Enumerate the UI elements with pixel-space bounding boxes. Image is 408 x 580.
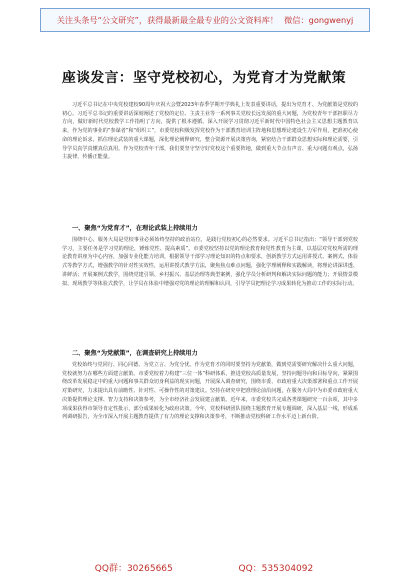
document-title: 座谈发言：坚守党校初心，为党育才为党献策 xyxy=(62,70,346,86)
qq-number: QQ：535304092 xyxy=(238,564,314,574)
paragraph-section-1: 围绕中心、服务大局是党校事业必须始终坚持的政治站位，是践行党校初心的必然要求。习近平总书记指出：“领导干部到党校学习，主要任务是学习党的理论，锤炼党性、提高素质”。市委党校坚持以党的理论教育和党性教育为主课，以基层对党校所需的理论教育讲座为中心内容，加强专业化能力培训，根据领导干部学习理论知识的特点和要求，创新教学方式运用讲授式、案例式、体验式等教学方式，增强教学的针对性实效性，运用讲授式教学方法，聚焦焦点难点问题，强化学理阐释和实践解读，将理论讲深讲透、讲鲜活；开展案例式教学，围绕党建引领、乡村振兴、基层治理等典型案例，强化学员分析研判和解决实际问题的能力；开展情景模拟、现场教学等体验式教学，让学员在体验中增强对党的理论的理解和认同，引导学员把理论学习成果转化为推动工作的实际行动。 xyxy=(62,237,358,287)
promo-banner xyxy=(40,8,370,32)
contact-footer xyxy=(0,561,408,574)
qq-group: QQ群：30265665 xyxy=(94,564,173,574)
section-heading-1: 一、聚焦“为党育才”，在理论武装上持续用力 xyxy=(72,225,198,232)
banner-text: 关注头条号“公文研究”，获得最新最全最专业的公文资料库！ xyxy=(56,14,279,25)
paragraph-intro: 习近平总书记在中央党校建校90周年庆祝大会暨2023年春季学期开学典礼上发表重要讲话，提出为党育才、为党献策是党校的初心。习近平总书记的重要讲话深刻阐述了党校的定位、主责主业等一系列事关党校长远发展的重大问题，为党校青年干部担职尽力方向，做好新时代党校教学工作指明了方向，提供了根本遵循。深入开展学习贯彻习近平新时代中国特色社会主义思想主题教育以来，作为党的事业的“参谋者”和“组织工”，市委党校积极发挥党校作为干部教育培训主阵地和思想理论建设生力军作用，把准初心使命的理论诉求，抓住理论武装的重大课题，深化理论阐释研究，整合资源开展决策咨询，紧密结合干部群众思想实际和理论需要，引导学员真学真懂真信真用。作为党校青年干部，我们要坚守坚守好党校这个重要阵地，做到重大节点有声音、重大问题有观点，弘扬主旋律，传播正能量。 xyxy=(62,102,358,161)
section-heading-2: 二、聚焦“为党献策”，在调查研究上持续用力 xyxy=(72,350,198,357)
paragraph-section-2: 党校始终与党同行、同心同德、为党立言、为党分忧。作为党育才的同时要坚持为党献策，做到党需要研究解决什么重大问题，党校就努力在哪些方面建言献策。市委党校着力构建“三位一体”科研体系，推进党校高质量发展，坚持问题导向和目标导向，紧紧围绕改革发展稳定中的重大问题和事关群众切身利益的现实问题，开展深入调查研究，围绕市委、市政府重大决策部署和重点工作开展对策研究，力求提出具有前瞻性、针对性、可操作性的对策建议。坚持在研究中把准理论前沿问题，在服务大局中为市委市政府重大决策提供理论支撑、智力支持和决策参考，为全市经济社会发展建言献策。近年来，市委党校共完成各类课题研究一百余项，其中多项成果获得市领导肯定性批示，部分成果转化为政府决策。今年，党校科研团队围绕主题教育开展专题调研，深入基层一线，形成系列调研报告，为全市深入开展主题教育提供了有力的理论支撑和决策参考，不断推动党校科研工作水平迈上新台阶。 xyxy=(62,362,358,421)
banner-wechat: 微信：gongwenyj xyxy=(284,14,354,25)
